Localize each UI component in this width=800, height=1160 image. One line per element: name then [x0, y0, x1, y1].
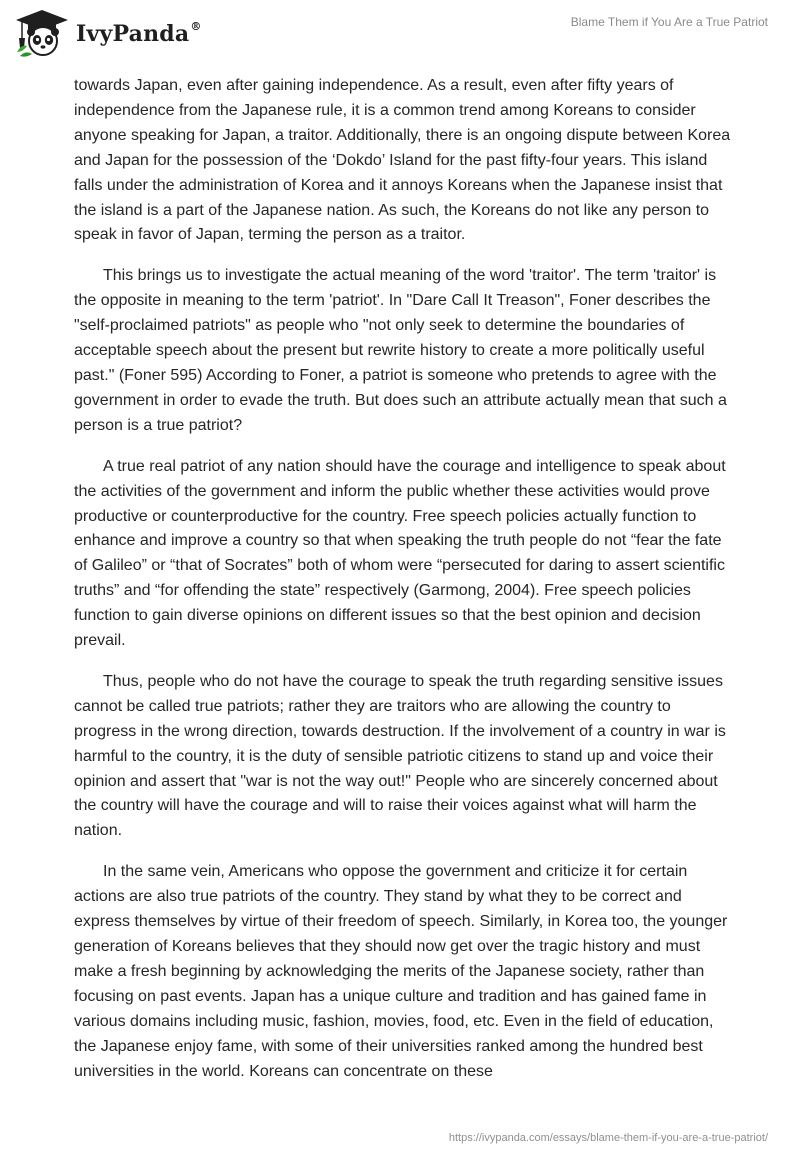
source-url-link[interactable]: https://ivypanda.com/essays/blame-them-if-you-are-a-true-patriot/ — [448, 1132, 768, 1144]
ivypanda-logo[interactable] — [14, 8, 202, 58]
paragraph: This brings us to investigate the actual meaning of the word 'traitor'. The term 'traitor' is the opposite in meaning to the term 'patriot'. In "Dare Call It Treason", Foner describes the "self-proclaimed patriots" as people who "not only seek to determine the boundaries of acceptable speech about the present but rewrite history to create a more politically useful past." (Foner 595) According to Foner, a patriot is someone who pretends to agree with the government in order to evade the truth. But does such an attribute actually mean that such a person is a true patriot? — [74, 267, 727, 434]
brand-name: IvyPanda® — [76, 19, 202, 47]
paragraph: towards Japan, even after gaining independence. As a result, even after fifty years of independence from the Japanese rule, it is a common trend among Koreans to consider anyone speaking for Japan, a traitor. Additionally, there is an ongoing dispute between Korea and Japan for the possession of the ‘Dokdo’ Island for the past fifty-four years. This island falls under the administration of Korea and it annoys Koreans when the Japanese insist that the island is a part of the Japanese nation. As such, the Koreans do not like any person to speak in favor of Japan, terming the person as a traitor. — [74, 77, 731, 244]
paragraph: In the same vein, Americans who oppose the government and criticize it for certain actions are also true patriots of the country. They stand by what they to be correct and express themselves by virtue of their freedom of speech. Similarly, in Korea too, the younger generation of Koreans believes that they should now get over the tragic history and must make a fresh beginning by acknowledging the merits of the Japanese society, rather than focusing on past events. Japan has a unique culture and tradition and has gained fame in various domains including music, fashion, movies, food, etc. Even in the field of education, the Japanese enjoy fame, with some of their universities ranked among the hundred best universities in the world. Koreans can concentrate on these — [74, 863, 728, 1080]
running-title: Blame Them if You Are a True Patriot — [570, 15, 768, 29]
paragraph: Thus, people who do not have the courage to speak the truth regarding sensitive issues cannot be called true patriots; rather they are traitors who are allowing the country to progress in the wrong direction, towards destruction. If the involvement of a country in war is harmful to the country, it is the duty of sensible patriotic citizens to stand up and voice their opinion and assert that "war is not the way out!" People who are sincerely concerned about the country will have the courage and will to raise their voices against what will harm the nation. — [74, 672, 726, 840]
essay-body — [74, 74, 734, 1100]
panda-graduation-cap-icon — [14, 8, 70, 58]
page-header — [0, 0, 800, 70]
paragraph: A true real patriot of any nation should have the courage and intelligence to speak about the activities of the government and inform the public whether these activities would prove productive or counterproductive for the country. Free speech policies actually function to enhance and improve a country so that when speaking the truth people do not “fear the fate of Galileo” or “that of Socrates” both of whom were “persecuted for daring to assert scientific truths” and “for offending the state” respectively (Garmong, 2004). Free speech policies function to gain diverse opinions on different issues so that the best opinion and decision prevail. — [74, 457, 726, 650]
